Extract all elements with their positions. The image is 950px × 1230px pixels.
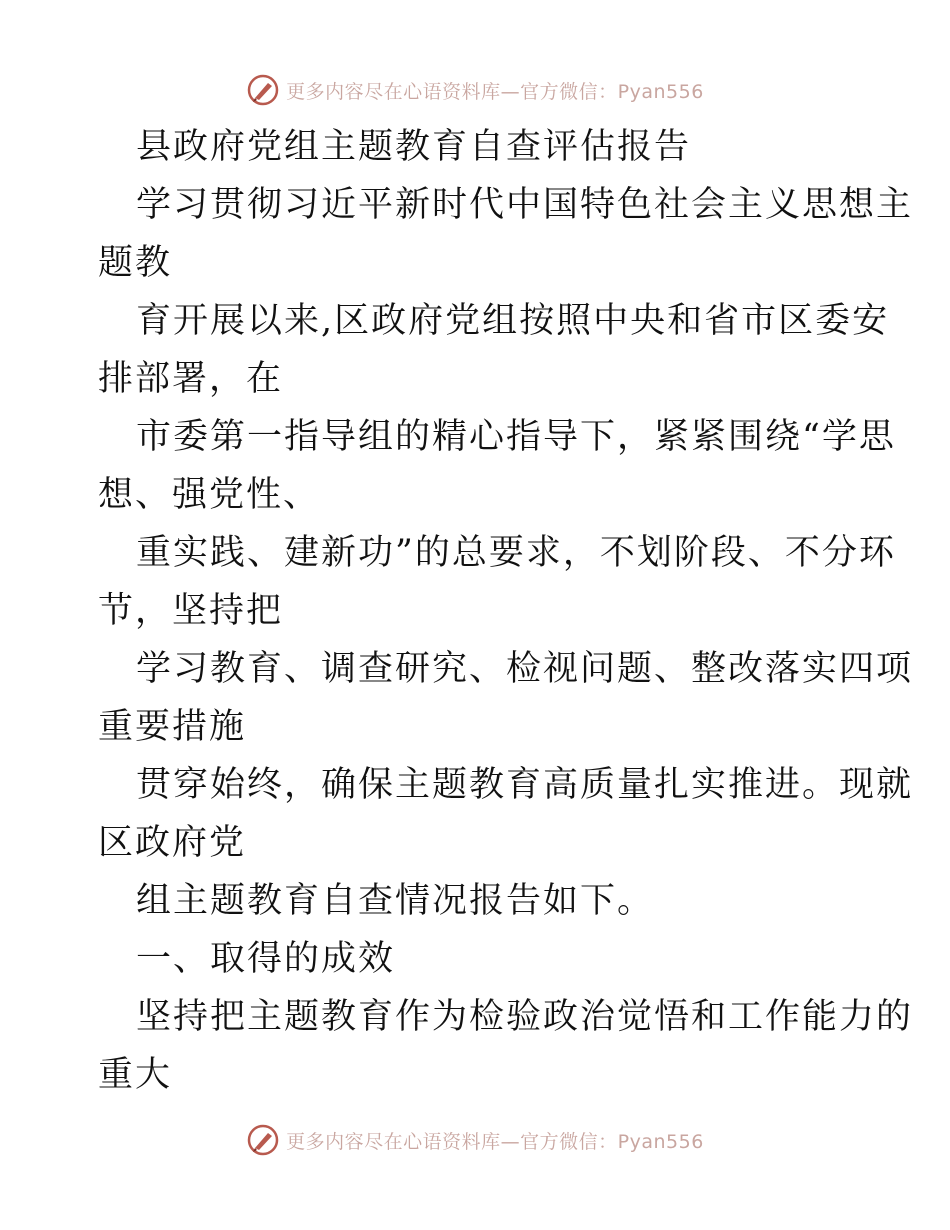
paragraph-line: 市委第一指导组的精心指导下，紧紧围绕“学思 [136, 417, 896, 457]
section-heading: 一、取得的成效 [136, 939, 396, 979]
paragraph-line: 想、强党性、 [98, 475, 321, 515]
watermark-text: 更多内容尽在心语资料库—官方微信：Pyan556 [286, 80, 704, 103]
paragraph-line: 重要措施 [98, 707, 247, 747]
paragraph-line: 组主题教育自查情况报告如下。 [136, 881, 655, 921]
footer-watermark [0, 1120, 950, 1160]
header-watermark [0, 70, 950, 110]
paragraph-line: 重实践、建新功”的总要求，不划阶段、不分环 [136, 533, 896, 573]
pen-logo-icon [246, 1123, 280, 1157]
paragraph-line: 排部署，在 [98, 359, 284, 399]
paragraph-line: 题教 [98, 243, 173, 283]
pen-logo-icon [246, 73, 280, 107]
paragraph-line: 节，坚持把 [98, 591, 284, 631]
paragraph-line: 重大 [98, 1055, 173, 1095]
watermark-text: 更多内容尽在心语资料库—官方微信：Pyan556 [286, 1130, 704, 1153]
paragraph-line: 育开展以来,区政府党组按照中央和省市区委安 [136, 301, 890, 341]
document-body [98, 118, 914, 1104]
paragraph-line: 贯穿始终，确保主题教育高质量扎实推进。现就 [136, 765, 914, 805]
paragraph-line: 区政府党 [98, 823, 247, 863]
paragraph-line: 学习教育、调查研究、检视问题、整改落实四项 [136, 649, 914, 689]
paragraph-line: 学习贯彻习近平新时代中国特色社会主义思想主 [136, 185, 914, 225]
document-title: 县政府党组主题教育自查评估报告 [136, 127, 692, 167]
paragraph-line: 坚持把主题教育作为检验政治觉悟和工作能力的 [136, 997, 914, 1037]
